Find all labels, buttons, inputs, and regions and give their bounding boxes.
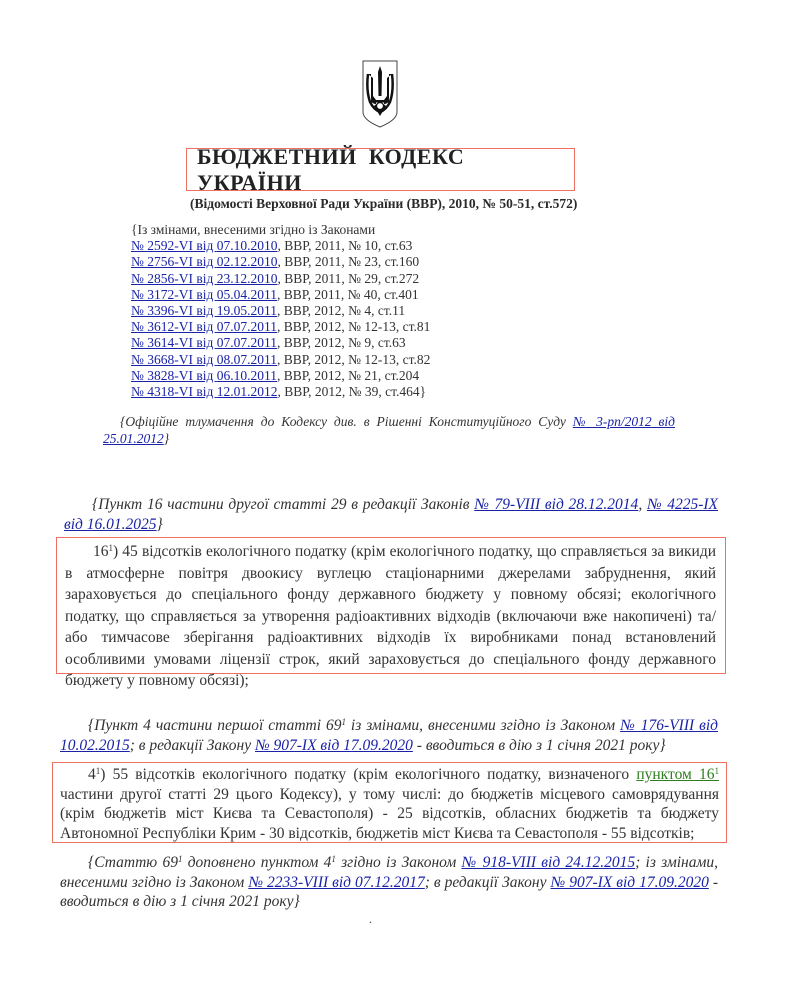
amendment-law-link[interactable]: № 2856-VI від 23.12.2010 (131, 270, 278, 286)
point16-reference-link[interactable]: пунктом $16^1$ (636, 766, 720, 783)
amendment-law-link[interactable]: № 3172-VI від 05.04.2011 (131, 286, 277, 302)
point4-highlight-box (52, 762, 727, 843)
amendments-list (131, 222, 430, 400)
amendment-law-link[interactable]: № 3614-VI від 07.07.2011 (131, 335, 277, 351)
law-176-viii-link[interactable]: № 176-VIII від 10.02.2015 (60, 717, 718, 754)
amendment-law-link[interactable]: № 2592-VI від 07.10.2010 (131, 238, 278, 254)
amendment-law-link[interactable]: № 3668-VI від 08.07.2011 (131, 351, 277, 367)
point16-editorial-note: {Пункт 16 частини другої статті 29 в редакції Законів № 79-VIII від 28.12.2014, № 4225-IX від 16.01.2025} (64, 496, 719, 533)
document-title: БЮДЖЕТНИЙ КОДЕКС УКРАЇНИ (197, 143, 465, 195)
amendment-item: № 3612-VI від 07.07.2011, ВВР, 2012, № 12-13, ст.81 (131, 319, 431, 335)
law-918-viii-link[interactable]: № 918-VIII від 24.12.2015 (461, 854, 636, 871)
law-79-viii-link[interactable]: № 79-VIII від 28.12.2014 (474, 496, 639, 513)
amendment-item: № 2592-VI від 07.10.2010, ВВР, 2011, № 10, ст.63 (131, 238, 413, 254)
tryzub-coat-of-arms-icon (362, 60, 398, 128)
article69-editorial-note: {Статтю $69^1$ доповнено пунктом $4^1$ згідно із Законом № 918-VIII від 24.12.2015; із змінами, внесеними згідно із Законом № 2233-VIII від 07.12.2017; в редакції Закону № 907-IX від 17.09.2020 - вводиться в дію з 1 січня 2021 року} (60, 854, 719, 910)
amendment-item: № 2856-VI від 23.12.2010, ВВР, 2011, № 29, ст.272 (131, 270, 420, 286)
law-907-ix-link[interactable]: № 907-IX від 17.09.2020 (255, 736, 413, 754)
title-box (186, 143, 575, 195)
publication-source: (Відомості Верховної Ради України (ВВР), 2010, № 50-51, ст.572) (190, 196, 578, 211)
amendment-item: № 3668-VI від 08.07.2011, ВВР, 2012, № 12-13, ст.82 (131, 351, 431, 367)
amendment-item: № 3828-VI від 06.10.2011, ВВР, 2012, № 21, ст.204 (131, 367, 420, 383)
amendment-law-link[interactable]: № 3828-VI від 06.10.2011 (131, 367, 277, 383)
point4-text: $4^1$) 55 відсотків екологічного податку (крім екологічного податку, визначеного пунктом $16^1$ частини другої статті 29 цього Кодексу), у тому числі: до бюджетів місцевого самоврядування (крім бюджетів міст Києва та Севастополя) - 25 відсотків, обласних бюджетів та бюджету Автономної Республіки Крим - 30 відсотків, бюджетів міст Києва та Севастополя - 55 відсотків; (60, 766, 720, 842)
amendment-item: № 3614-VI від 07.07.2011, ВВР, 2012, № 9, ст.63 (131, 335, 406, 351)
point16-text: $16^1$) 45 відсотків екологічного податку (крім екологічного податку, що справляється за викиди в атмосферне повітря двоокису вуглецю стаціонарними джерелами забруднення, який зараховується до спеціального фонду державного бюджету у повному обсязі; екологічного податку, що справляється за утворення радіоактивних відходів (включаючи вже накопичені) та/або тимчасове зберігання радіоактивних відходів їх виробниками понад встановлений особливими умовами ліцензії строк, який зараховується до спеціального фонду державного бюджету у повному обсязі); (65, 543, 716, 689)
footer-dot: . (369, 912, 372, 926)
interpretation-note: {Офіційне тлумачення до Кодексу див. в Рішенні Конституційного Суду № 3-рп/2012 від 25.01.2012} (103, 414, 675, 446)
law-4225-ix-link[interactable]: № 4225-IX від 16.01.2025 (64, 496, 719, 533)
amendment-item: № 4318-VI від 12.01.2012, ВВР, 2012, № 39, ст.464} (131, 384, 427, 400)
coat-of-arms (362, 60, 398, 128)
amendments-intro: {Із змінами, внесеними згідно із Законами (131, 222, 376, 237)
amendment-law-link[interactable]: № 3612-VI від 07.07.2011 (131, 319, 277, 335)
point4-editorial-note: {Пункт 4 частини першої статті $69^1$ із змінами, внесеними згідно із Законом № 176-VIII від 10.02.2015; в редакції Закону № 907-IX від 17.09.2020 - вводиться в дію з 1 січня 2021 року} (60, 717, 718, 754)
amendment-law-link[interactable]: № 4318-VI від 12.01.2012 (131, 384, 278, 400)
amendment-item: № 3396-VI від 19.05.2011, ВВР, 2012, № 4, ст.11 (131, 303, 406, 319)
amendment-item: № 3172-VI від 05.04.2011, ВВР, 2011, № 40, ст.401 (131, 286, 419, 302)
law-2233-viii-link[interactable]: № 2233-VIII від 07.12.2017 (248, 873, 425, 891)
amendment-law-link[interactable]: № 2756-VI від 02.12.2010 (131, 254, 278, 270)
amendment-item: № 2756-VI від 02.12.2010, ВВР, 2011, № 23, ст.160 (131, 254, 420, 270)
point16-highlight-box (56, 537, 726, 689)
law-907-ix-link[interactable]: № 907-IX від 17.09.2020 (550, 873, 709, 891)
court-decision-link[interactable]: № 3-рп/2012 від 25.01.2012 (103, 414, 675, 446)
amendment-law-link[interactable]: № 3396-VI від 19.05.2011 (131, 303, 277, 319)
